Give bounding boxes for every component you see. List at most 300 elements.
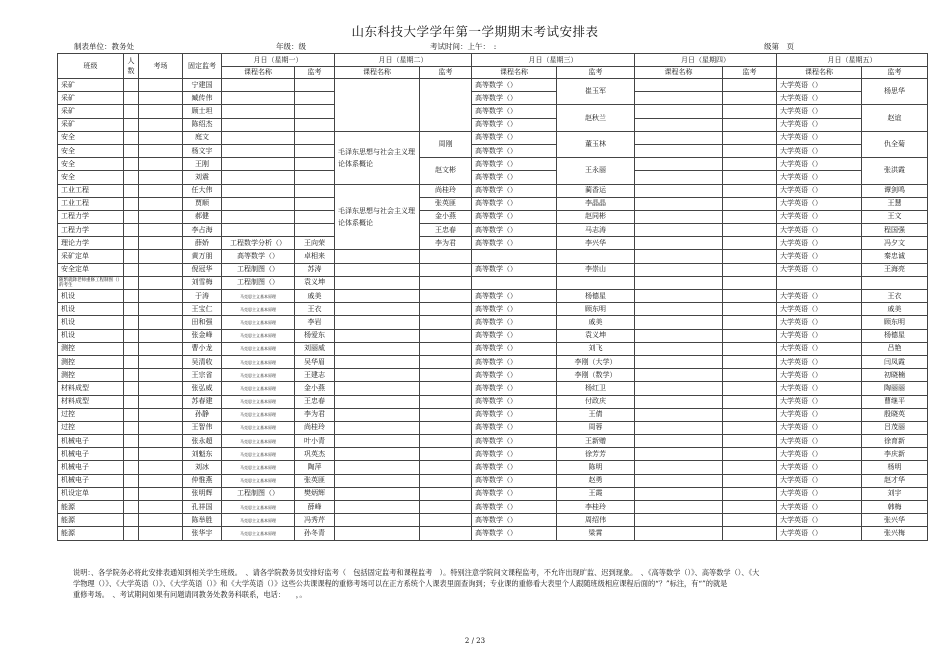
people-cell: [124, 527, 139, 540]
note-line: 重修考场。 、考试期间如果有问题请同教务处教务科联系，电话： ，。: [73, 590, 307, 599]
fri-proctor-cell: 王文: [862, 210, 928, 223]
thu-proctor-cell: [723, 197, 777, 210]
mon-course-cell: [222, 184, 295, 197]
wed-course-cell: 高等数学（）: [472, 92, 557, 105]
tue-course-cell: [335, 250, 420, 263]
people-cell: [124, 342, 139, 355]
fri-course-cell: 大学英语（）: [777, 92, 862, 105]
wed-course-cell: 高等数学（）: [472, 158, 557, 171]
mon-proctor-cell: 吴华眉: [295, 355, 335, 368]
fri-course-cell: 大学英语（）: [777, 474, 862, 487]
fri-proctor-cell: 曹继平: [862, 395, 928, 408]
mon-course-cell: 马克思主义基本原理: [222, 527, 295, 540]
thu-course-cell: [635, 527, 723, 540]
tue-proctor-cell: [420, 435, 472, 448]
fri-proctor-cell: 杨德星: [862, 329, 928, 342]
thu-proctor-cell: [723, 263, 777, 276]
tue-proctor-cell: [420, 474, 472, 487]
exam-schedule-table: [57, 53, 928, 541]
tue-course-cell: [335, 395, 420, 408]
people-cell: [124, 382, 139, 395]
wed-proctor-cell: 付政庆: [557, 395, 635, 408]
fri-proctor-cell: 赵才华: [862, 474, 928, 487]
people-cell: [124, 329, 139, 342]
class-cell: 采矿: [58, 79, 124, 92]
tue-course-cell: [335, 527, 420, 540]
thu-proctor-cell: [723, 237, 777, 250]
room-cell: [139, 435, 183, 448]
fri-course-cell: 大学英语（）: [777, 118, 862, 131]
fri-course-cell: 大学英语（）: [777, 316, 862, 329]
thu-proctor-cell: [723, 527, 777, 540]
room-cell: [139, 224, 183, 237]
tue-course-cell: [335, 435, 420, 448]
fixed-proctor-cell: 张明辉: [183, 487, 222, 500]
thu-course-cell: [635, 263, 723, 276]
people-cell: [124, 276, 139, 289]
mon-course-cell: 马克思主义基本原理: [222, 474, 295, 487]
fixed-proctor-cell: 杨文宇: [183, 144, 222, 157]
mon-proctor-cell: [295, 184, 335, 197]
room-cell: [139, 105, 183, 118]
fixed-proctor-cell: 孔祥国: [183, 501, 222, 514]
tue-proctor-cell: [420, 342, 472, 355]
fri-course-cell: 大学英语（）: [777, 461, 862, 474]
thu-proctor-cell: [723, 501, 777, 514]
people-cell: [124, 316, 139, 329]
fri-proctor-cell: 张兴梅: [862, 527, 928, 540]
room-cell: [139, 369, 183, 382]
class-cell: 能源: [58, 527, 124, 540]
people-cell: [124, 501, 139, 514]
mon-course-cell: [222, 92, 295, 105]
fri-proctor-cell: 王衣: [862, 290, 928, 303]
wed-course-cell: 高等数学（）: [472, 184, 557, 197]
wed-course-cell: 高等数学（）: [472, 131, 557, 144]
thu-proctor-cell: [723, 448, 777, 461]
table-row: [58, 395, 928, 408]
tue-course-cell: [335, 448, 420, 461]
wed-course-cell: 高等数学（）: [472, 501, 557, 514]
fri-proctor-merged: 张洪霞: [862, 158, 928, 184]
fri-proctor-cell: 殷晓英: [862, 408, 928, 421]
mon-proctor-cell: 孙冬青: [295, 527, 335, 540]
notes: [73, 567, 913, 600]
table-row: [58, 158, 928, 171]
fri-course-cell: 大学英语（）: [777, 250, 862, 263]
table-body: [58, 79, 928, 541]
thu-proctor-cell: [723, 158, 777, 171]
thu-proctor-cell: [723, 369, 777, 382]
fri-course-cell: 大学英语（）: [777, 237, 862, 250]
fixed-proctor-cell: 刘冰: [183, 461, 222, 474]
fixed-proctor-cell: 宁建国: [183, 79, 222, 92]
mon-course-cell: 马克思主义基本原理: [222, 435, 295, 448]
mon-proctor-cell: 袁义坤: [295, 276, 335, 289]
note-line: 学物理（）》、《大学英语（）》、《大学英语（）》和《大学英语（）》这些公共课课程的重修考场可以在正方系统个人课表里面查询到；专业课的重修看大表里个人跟随班级相应课程后面的“？”标注，有“”的就是: [73, 579, 728, 588]
thu-proctor-cell: [723, 290, 777, 303]
people-cell: [124, 224, 139, 237]
header-class: 班级: [58, 54, 124, 79]
mon-course-cell: [222, 210, 295, 223]
people-cell: [124, 263, 139, 276]
thu-proctor-cell: [723, 421, 777, 434]
mon-course-cell: 马克思主义基本原理: [222, 421, 295, 434]
thu-proctor-cell: [723, 118, 777, 131]
mon-proctor-cell: [295, 79, 335, 92]
class-cell: 机械电子: [58, 448, 124, 461]
tue-course-cell: [335, 514, 420, 527]
fixed-proctor-cell: 张弘威: [183, 382, 222, 395]
class-cell: 机械电子: [58, 435, 124, 448]
people-cell: [124, 514, 139, 527]
thu-course-cell: [635, 210, 723, 223]
tue-course-cell: [335, 263, 420, 276]
class-cell: 机设: [58, 316, 124, 329]
thu-proctor-cell: [723, 408, 777, 421]
fri-course-cell: 大学英语（）: [777, 290, 862, 303]
people-cell: [124, 105, 139, 118]
table-row: [58, 435, 928, 448]
fri-course-cell: 大学英语（）: [777, 197, 862, 210]
fri-proctor-cell: 顾东明: [862, 316, 928, 329]
wed-proctor-cell: [557, 250, 635, 263]
table-row: [58, 79, 928, 92]
wed-proctor-cell: 王霞: [557, 487, 635, 500]
mon-course-cell: 马克思主义基本原理: [222, 329, 295, 342]
fri-course-cell: 大学英语（）: [777, 395, 862, 408]
fixed-proctor-cell: 任大伟: [183, 184, 222, 197]
fixed-proctor-cell: 臧传伟: [183, 92, 222, 105]
tue-proctor-cell: [420, 395, 472, 408]
room-cell: [139, 92, 183, 105]
fixed-proctor-cell: 王宗省: [183, 369, 222, 382]
fri-course-cell: 大学英语（）: [777, 184, 862, 197]
fri-proctor-cell: 杨明: [862, 461, 928, 474]
thu-proctor-cell: [723, 210, 777, 223]
wed-proctor-cell: 周蓉: [557, 421, 635, 434]
fixed-proctor-cell: 李占海: [183, 224, 222, 237]
wed-course-cell: 高等数学（）: [472, 263, 557, 276]
people-cell: [124, 250, 139, 263]
fri-course-cell: 大学英语（）: [777, 303, 862, 316]
fri-course-cell: 大学英语（）: [777, 131, 862, 144]
fri-course-cell: [777, 276, 862, 289]
wed-course-cell: 高等数学（）: [472, 105, 557, 118]
room-cell: [139, 421, 183, 434]
table-row: [58, 382, 928, 395]
mon-course-cell: [222, 118, 295, 131]
wed-proctor-cell: 顾东明: [557, 303, 635, 316]
mon-course-cell: [222, 79, 295, 92]
fri-proctor-cell: 程国强: [862, 224, 928, 237]
tue-course-cell: [335, 329, 420, 342]
fri-course-cell: 大学英语（）: [777, 171, 862, 184]
tue-proctor-cell: [420, 527, 472, 540]
people-cell: [124, 303, 139, 316]
tue-course-cell: [335, 369, 420, 382]
fri-course-cell: 大学英语（）: [777, 501, 862, 514]
class-cell: 机设: [58, 329, 124, 342]
people-cell: [124, 290, 139, 303]
mon-proctor-cell: [295, 144, 335, 157]
mon-proctor-cell: [295, 118, 335, 131]
table-row: [58, 144, 928, 157]
thu-course-cell: [635, 342, 723, 355]
mon-course-cell: 马克思主义基本原理: [222, 448, 295, 461]
thu-proctor-cell: [723, 329, 777, 342]
table-row: [58, 316, 928, 329]
fri-proctor-merged: 赵谊: [862, 105, 928, 131]
wed-course-cell: 高等数学（）: [472, 224, 557, 237]
table-row: [58, 118, 928, 131]
class-cell: 测控: [58, 369, 124, 382]
class-cell: 随繁就降老师重修工程制图（）的考生: [59, 277, 122, 288]
fri-proctor-cell: 刘宇: [862, 487, 928, 500]
fri-course-cell: 大学英语（）: [777, 369, 862, 382]
mon-course-cell: 工程制图（）: [222, 487, 295, 500]
table-row: [58, 184, 928, 197]
class-cell: 采矿: [58, 92, 124, 105]
class-cell: 机械电子: [58, 461, 124, 474]
room-cell: [139, 197, 183, 210]
mon-course-cell: 工程制图（）: [222, 276, 295, 289]
tue-proctor-cell: [420, 487, 472, 500]
class-cell: 安全: [58, 131, 124, 144]
tue-proctor-blank: [420, 79, 472, 132]
wed-proctor-cell: 周绍伟: [557, 514, 635, 527]
meta-unit: 制表单位：教务处: [74, 42, 134, 51]
header-proctor: 监考: [557, 67, 635, 79]
header-day-tue: 月日（星期二）: [335, 54, 472, 67]
thu-course-cell: [635, 144, 723, 157]
wed-course-cell: 高等数学（）: [472, 144, 557, 157]
table-row: [58, 514, 928, 527]
thu-proctor-cell: [723, 171, 777, 184]
wed-course-cell: 高等数学（）: [472, 237, 557, 250]
people-cell: [124, 144, 139, 157]
table-row: [58, 210, 928, 223]
thu-course-cell: [635, 158, 723, 171]
tue-course-cell: [335, 421, 420, 434]
room-cell: [139, 408, 183, 421]
thu-course-cell: [635, 487, 723, 500]
class-cell: 理论力学: [58, 237, 124, 250]
thu-course-cell: [635, 118, 723, 131]
thu-course-cell: [635, 369, 723, 382]
page-title: 山东科技大学学年第一学期期末考试安排表: [351, 24, 599, 39]
room-cell: [139, 144, 183, 157]
thu-proctor-cell: [723, 355, 777, 368]
room-cell: [139, 461, 183, 474]
page-number: 2 / 23: [464, 637, 486, 645]
thu-course-cell: [635, 514, 723, 527]
room-cell: [139, 514, 183, 527]
mon-course-cell: [222, 224, 295, 237]
table-row: [58, 131, 928, 144]
people-cell: [124, 158, 139, 171]
room-cell: [139, 329, 183, 342]
meta-grade: 年级：级: [276, 42, 306, 51]
mon-proctor-cell: 叶小青: [295, 435, 335, 448]
tue-proctor-cell: [420, 448, 472, 461]
thu-proctor-cell: [723, 435, 777, 448]
room-cell: [139, 131, 183, 144]
class-cell: 测控: [58, 342, 124, 355]
header-day-mon: 月日（星期一）: [222, 54, 335, 67]
wed-course-cell: 高等数学（）: [472, 342, 557, 355]
mon-course-cell: 马克思主义基本原理: [222, 408, 295, 421]
fri-course-cell: 大学英语（）: [777, 487, 862, 500]
mon-proctor-cell: 戚美: [295, 290, 335, 303]
people-cell: [124, 131, 139, 144]
people-cell: [124, 408, 139, 421]
header-proctor: 监考: [420, 67, 472, 79]
meta-line: [64, 41, 904, 53]
tue-course-cell: [335, 355, 420, 368]
mon-course-cell: [222, 105, 295, 118]
fri-proctor-cell: 谭剑鸣: [862, 184, 928, 197]
mon-proctor-cell: 樊炳辉: [295, 487, 335, 500]
tue-course-cell: [335, 276, 420, 289]
thu-course-cell: [635, 461, 723, 474]
tue-proctor-cell: [420, 421, 472, 434]
wed-course-cell: 高等数学（）: [472, 118, 557, 131]
mon-proctor-cell: 王衣: [295, 303, 335, 316]
fixed-proctor-cell: 薛娇: [183, 237, 222, 250]
mon-course-cell: 马克思主义基本原理: [222, 501, 295, 514]
fri-proctor-cell: 徐育新: [862, 435, 928, 448]
wed-proctor-cell: 李刚（数学）: [557, 369, 635, 382]
class-cell: 安全: [58, 158, 124, 171]
class-cell: 机械电子: [58, 474, 124, 487]
fri-course-cell: 大学英语（）: [777, 527, 862, 540]
mon-course-cell: 马克思主义基本原理: [222, 342, 295, 355]
mon-proctor-cell: 冯秀芹: [295, 514, 335, 527]
wed-proctor-cell: 王倩: [557, 408, 635, 421]
tue-proctor-cell: [420, 303, 472, 316]
mon-course-cell: 马克思主义基本原理: [222, 303, 295, 316]
class-cell: 机设定单: [58, 487, 124, 500]
fixed-proctor-cell: 于涛: [183, 290, 222, 303]
room-cell: [139, 184, 183, 197]
fri-course-cell: 大学英语（）: [777, 105, 862, 118]
tue-course-cell: [335, 342, 420, 355]
fri-proctor-cell: 韩梅: [862, 501, 928, 514]
header-room: 考场: [139, 54, 183, 79]
people-cell: [124, 184, 139, 197]
header-course: 课程名称: [222, 67, 295, 79]
room-cell: [139, 355, 183, 368]
fri-proctor-cell: 闫凤霞: [862, 355, 928, 368]
thu-course-cell: [635, 501, 723, 514]
mon-proctor-cell: 金小燕: [295, 382, 335, 395]
fixed-proctor-cell: 郝健: [183, 210, 222, 223]
wed-proctor-cell: 李崇山: [557, 263, 635, 276]
room-cell: [139, 250, 183, 263]
note-line: 说明：、各学院务必将此安排表通知到相关学生班级。 、请各学院教务员安排好监考（ 包括固定监考和课程监考 ）。特别注意学院间文课程监考，不允许出现旷监、迟到现象。 、《高等数学（）》、高等数学（）、《大: [73, 568, 760, 577]
wed-course-cell: 高等数学（）: [472, 171, 557, 184]
table-row: [58, 171, 928, 184]
thu-proctor-cell: [723, 461, 777, 474]
tue-proctor-cell: [420, 408, 472, 421]
thu-proctor-cell: [723, 514, 777, 527]
people-cell: [124, 92, 139, 105]
mon-course-cell: 马克思主义基本原理: [222, 369, 295, 382]
people-cell: [124, 79, 139, 92]
mon-proctor-cell: [295, 105, 335, 118]
wed-course-cell: 高等数学（）: [472, 329, 557, 342]
tue-proctor-cell: 李为君: [420, 237, 472, 250]
room-cell: [139, 382, 183, 395]
mon-proctor-cell: 李为君: [295, 408, 335, 421]
wed-proctor-cell: 陈明: [557, 461, 635, 474]
mon-proctor-cell: 苏涛: [295, 263, 335, 276]
mon-proctor-cell: [295, 171, 335, 184]
mon-proctor-cell: [295, 210, 335, 223]
thu-proctor-cell: [723, 382, 777, 395]
tue-proctor-cell: [420, 250, 472, 263]
people-cell: [124, 474, 139, 487]
tue-course-cell: [335, 290, 420, 303]
mon-course-cell: [222, 158, 295, 171]
fri-course-cell: 大学英语（）: [777, 435, 862, 448]
tue-course-cell: [335, 382, 420, 395]
wed-proctor-merged: 崔玉军: [557, 79, 635, 105]
mon-proctor-cell: 王建志: [295, 369, 335, 382]
tue-course-merged: 毛泽东思想与社会主义理论体系概论: [335, 131, 420, 184]
mon-course-cell: 马克思主义基本原理: [222, 316, 295, 329]
header-proctor: 监考: [862, 67, 928, 79]
table-row: [58, 197, 928, 210]
fixed-proctor-cell: 张永超: [183, 435, 222, 448]
fixed-proctor-cell: 张华宇: [183, 527, 222, 540]
thu-proctor-cell: [723, 342, 777, 355]
header-day-wed: 月日（星期三）: [472, 54, 635, 67]
fri-proctor-merged: 杨思华: [862, 79, 928, 105]
room-cell: [139, 487, 183, 500]
tue-course-cell: [335, 487, 420, 500]
class-cell: 过控: [58, 408, 124, 421]
tue-proctor-cell: [420, 290, 472, 303]
mon-course-cell: 马克思主义基本原理: [222, 395, 295, 408]
thu-course-cell: [635, 382, 723, 395]
room-cell: [139, 448, 183, 461]
class-cell: 机设: [58, 303, 124, 316]
thu-course-cell: [635, 184, 723, 197]
room-cell: [139, 118, 183, 131]
people-cell: [124, 448, 139, 461]
thu-proctor-cell: [723, 144, 777, 157]
mon-course-cell: 马克思主义基本原理: [222, 461, 295, 474]
fixed-proctor-cell: 曹小龙: [183, 342, 222, 355]
room-cell: [139, 395, 183, 408]
mon-proctor-cell: [295, 158, 335, 171]
header-course: 课程名称: [472, 67, 557, 79]
people-cell: [124, 421, 139, 434]
wed-course-cell: 高等数学（）: [472, 369, 557, 382]
tue-course-blank: [335, 79, 420, 132]
table-row: [58, 501, 928, 514]
thu-course-cell: [635, 448, 723, 461]
tue-proctor-cell: [420, 382, 472, 395]
wed-course-cell: 高等数学（）: [472, 408, 557, 421]
wed-proctor-cell: 李刚（大学）: [557, 355, 635, 368]
mon-course-cell: 工程数学分析（）: [222, 237, 295, 250]
people-cell: [124, 355, 139, 368]
thu-proctor-cell: [723, 92, 777, 105]
table-row: [58, 487, 928, 500]
